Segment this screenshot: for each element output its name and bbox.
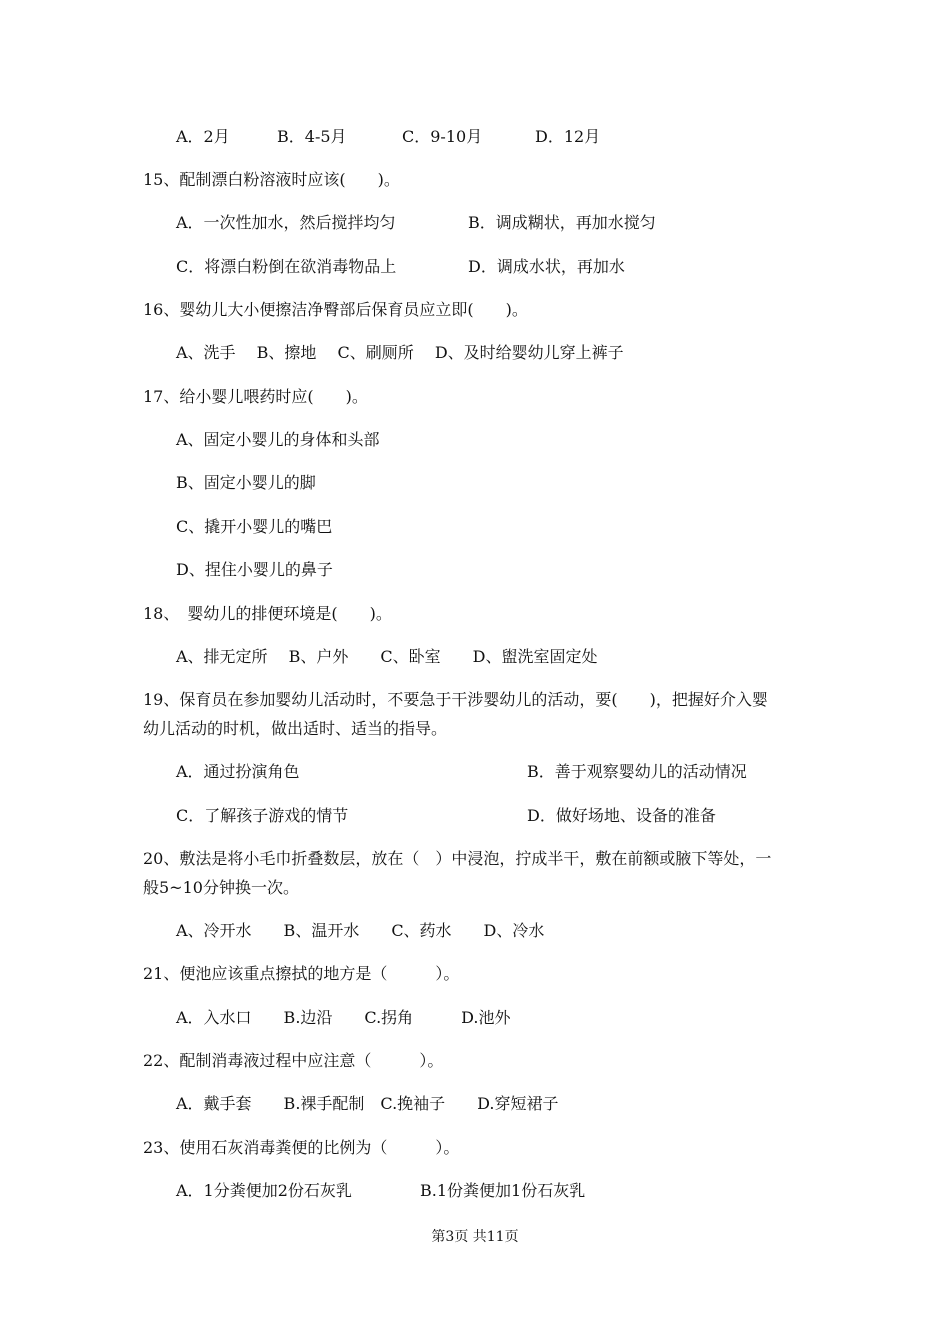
q19-option-c: C．了解孩子游戏的情节 bbox=[176, 806, 349, 825]
q21-stem: 21、便池应该重点擦拭的地方是（ ）。 bbox=[143, 964, 460, 983]
q14-option-a: A．2月 bbox=[176, 127, 230, 146]
q15-option-a: A．一次性加水，然后搅拌均匀 bbox=[176, 213, 396, 232]
q19-option-a: A．通过扮演角色 bbox=[176, 762, 300, 781]
q16-stem: 16、婴幼儿大小便擦洁净臀部后保育员应立即( )。 bbox=[143, 300, 528, 319]
q20-options: A、冷开水 B、温开水 C、药水 D、冷水 bbox=[176, 921, 545, 940]
q17-option-a: A、固定小婴儿的身体和头部 bbox=[176, 430, 380, 449]
q18-options: A、排无定所 B、户外 C、卧室 D、盥洗室固定处 bbox=[176, 647, 598, 666]
q19-option-b: B．善于观察婴幼儿的活动情况 bbox=[527, 762, 747, 781]
q20-stem-line1: 20、敷法是将小毛巾折叠数层，放在（ ）中浸泡，拧成半干，敷在前额或腋下等处，一 bbox=[143, 849, 772, 868]
q17-option-c: C、撬开小婴儿的嘴巴 bbox=[176, 517, 333, 536]
q18-stem: 18、 婴幼儿的排便环境是( )。 bbox=[143, 604, 392, 623]
q20-stem-line2: 般5~10分钟换一次。 bbox=[143, 878, 299, 897]
q22-options: A．戴手套 B.裸手配制 C.挽袖子 D.穿短裙子 bbox=[176, 1094, 559, 1113]
q17-stem: 17、给小婴儿喂药时应( )。 bbox=[143, 387, 368, 406]
q23-option-a: A．1分粪便加2份石灰乳 bbox=[176, 1181, 352, 1200]
q14-option-d: D．12月 bbox=[535, 127, 601, 146]
q19-stem-line2: 幼儿活动的时机，做出适时、适当的指导。 bbox=[143, 719, 448, 738]
q15-stem: 15、配制漂白粉溶液时应该( )。 bbox=[143, 170, 400, 189]
q15-option-c: C．将漂白粉倒在欲消毒物品上 bbox=[176, 257, 397, 276]
q23-stem: 23、使用石灰消毒粪便的比例为（ ）。 bbox=[143, 1138, 460, 1157]
q17-option-b: B、固定小婴儿的脚 bbox=[176, 473, 316, 492]
q19-stem-line1: 19、保育员在参加婴幼儿活动时，不要急于干涉婴幼儿的活动，要( )，把握好介入婴 bbox=[143, 690, 768, 709]
q14-option-b: B．4-5月 bbox=[277, 127, 347, 146]
q21-options: A．入水口 B.边沿 C.拐角 D.池外 bbox=[176, 1008, 511, 1027]
q15-option-d: D．调成水状，再加水 bbox=[468, 257, 625, 276]
q15-option-b: B．调成糊状，再加水搅匀 bbox=[468, 213, 656, 232]
q14-option-c: C．9-10月 bbox=[402, 127, 483, 146]
q17-option-d: D、捏住小婴儿的鼻子 bbox=[176, 560, 333, 579]
q19-option-d: D．做好场地、设备的准备 bbox=[527, 806, 716, 825]
page-footer: 第3页 共11页 bbox=[431, 1229, 519, 1245]
q22-stem: 22、配制消毒液过程中应注意（ ）。 bbox=[143, 1051, 444, 1070]
q23-option-b: B.1份粪便加1份石灰乳 bbox=[420, 1181, 586, 1200]
q16-options: A、洗手 B、擦地 C、刷厕所 D、及时给婴幼儿穿上裤子 bbox=[176, 343, 624, 362]
